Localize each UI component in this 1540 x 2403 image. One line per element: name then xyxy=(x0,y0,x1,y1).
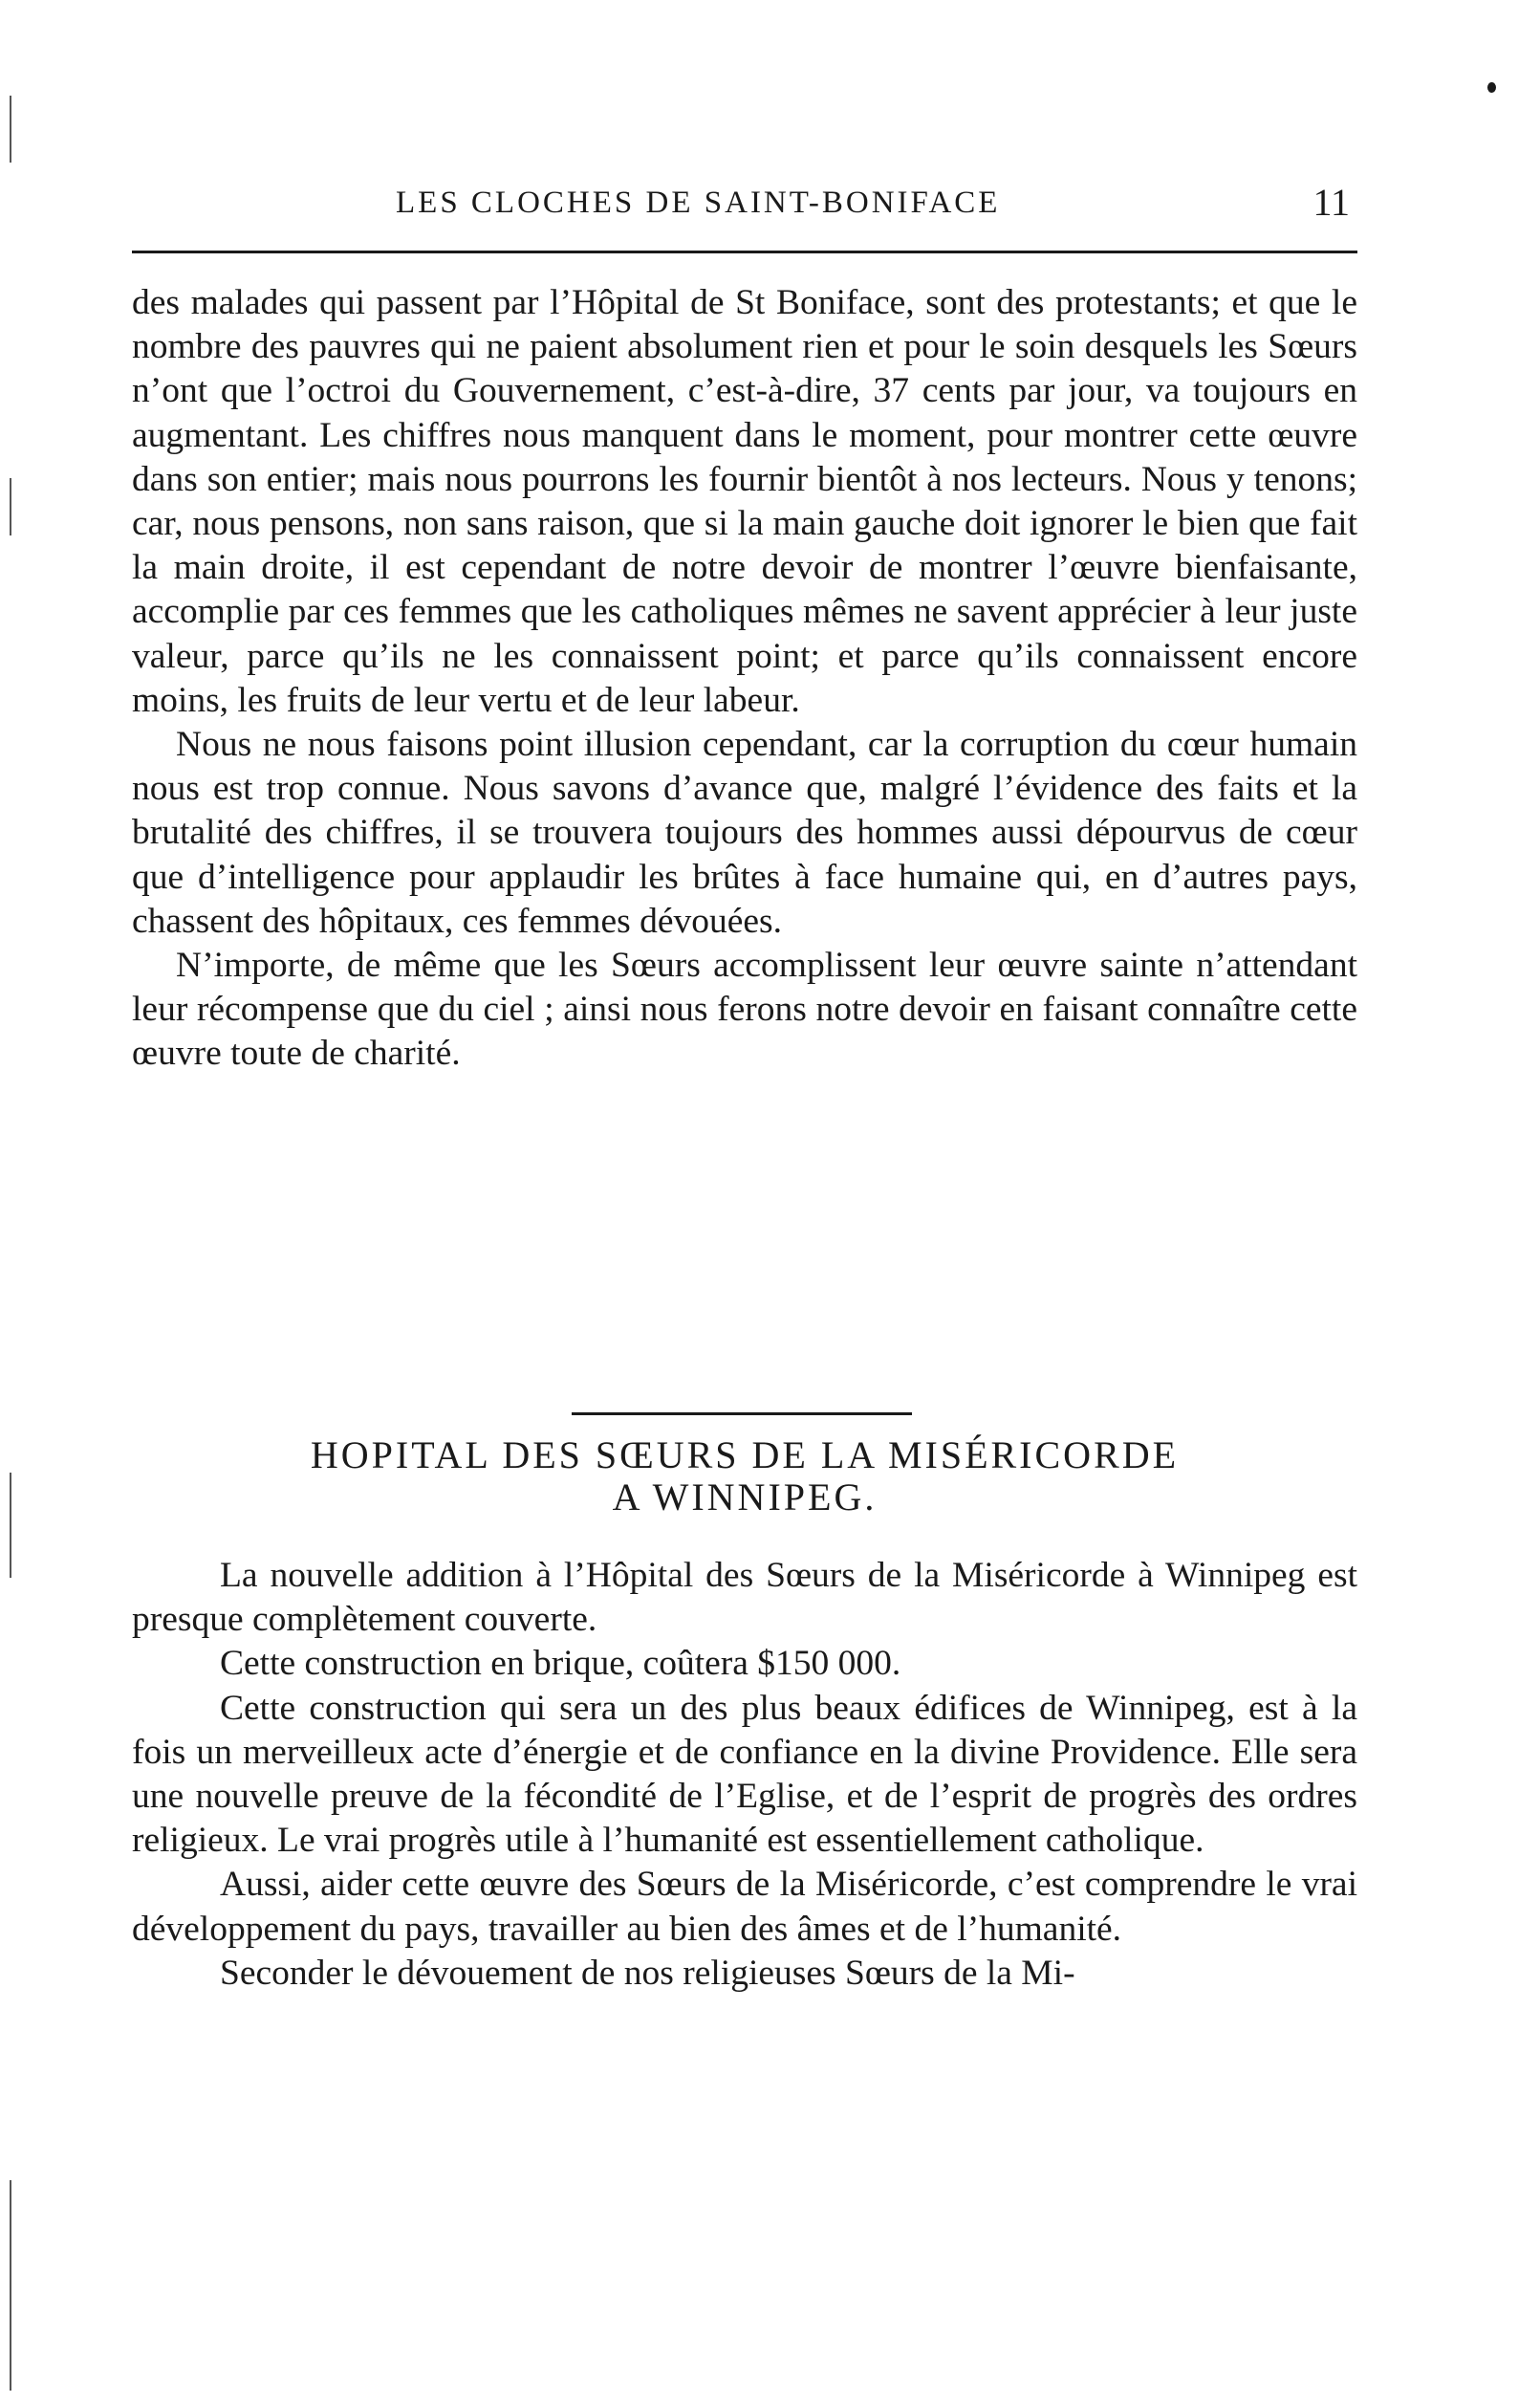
text-block-top xyxy=(132,281,1357,1077)
paragraph: Nous ne nous faisons point illusion cependant, car la corruption du cœur humain nous est trop connue. Nous savons d’avance que, malgré l’évidence des faits et la brutalité des chiffres, il se trouvera toujours des hommes aussi dépourvus de cœur que d’intelligence pour applaudir les brûtes à face humaine qui, en d’autres pays, chassent des hôpitaux, ces femmes dévouées. xyxy=(132,725,1357,941)
header-rule xyxy=(132,251,1357,253)
scan-edge-mark xyxy=(10,478,11,535)
section-divider xyxy=(572,1412,912,1415)
paragraph: La nouvelle addition à l’Hôpital des Sœurs de la Miséricorde à Winnipeg est presque complètement couverte. xyxy=(132,1556,1357,1640)
scan-edge-mark xyxy=(10,2180,11,2391)
paragraph: Seconder le dévouement de nos religieuses Sœurs de la Mi- xyxy=(220,1953,1075,1993)
scan-edge-mark xyxy=(10,1473,11,1578)
paragraph: Cette construction en brique, coûtera $150 000. xyxy=(220,1644,901,1684)
paragraph: Cette construction qui sera un des plus beaux édifices de Winnipeg, est à la fois un merveilleux acte d’énergie et de confiance en la divine Providence. Elle sera une nouvelle preuve de la fécondité de l’Eglise, et de l’esprit de progrès des ordres religieux. Le vrai progrès utile à l’humanité est essentiellement catholique. xyxy=(132,1688,1357,1861)
paragraph: des malades qui passent par l’Hôpital de St Boniface, sont des protestants; et que le nombre des pauvres qui ne paient absolument rien et pour le soin desquels les Sœurs n’ont que l’octroi du Gouvernement, c’est-à-dire, 37 cents par jour, va toujours en augmentant. Les chiffres nous manquent dans le moment, pour montrer cette œuvre dans son entier; mais nous pourrons les fournir bientôt à nos lecteurs. Nous y tenons; car, nous pensons, non sans raison, que si la main gauche doit ignorer le bien que fait la main droite, il est cependant de notre devoir de montrer l’œuvre bienfaisante, accomplie par ces femmes que les catholiques mêmes ne savent apprécier à leur juste valeur, parce qu’ils ne les connaissent point; et parce qu’ils connaissent encore moins, les fruits de leur vertu et de leur labeur. xyxy=(132,283,1357,720)
running-title: LES CLOCHES DE SAINT-BONIFACE xyxy=(396,186,1001,220)
page-number: 11 xyxy=(1312,181,1350,224)
margin-ink-dot xyxy=(1487,82,1496,93)
paragraph: N’importe, de même que les Sœurs accomplissent leur œuvre sainte n’attendant leur récompense que du ciel ; ainsi nous ferons notre devoir en faisant connaître cette œuvre toute de charité. xyxy=(132,946,1357,1074)
text-block-bottom xyxy=(132,1554,1357,1996)
running-head xyxy=(132,180,1357,228)
section-heading-line: A WINNIPEG. xyxy=(612,1475,878,1518)
section-heading-line: HOPITAL DES SŒURS DE LA MISÉRICORDE xyxy=(310,1433,1180,1476)
paragraph: Aussi, aider cette œuvre des Sœurs de la Miséricorde, c’est comprendre le vrai développement du pays, travailler au bien des âmes et de l’humanité. xyxy=(132,1865,1357,1949)
section-heading xyxy=(132,1434,1357,1518)
scan-edge-mark xyxy=(10,96,11,163)
